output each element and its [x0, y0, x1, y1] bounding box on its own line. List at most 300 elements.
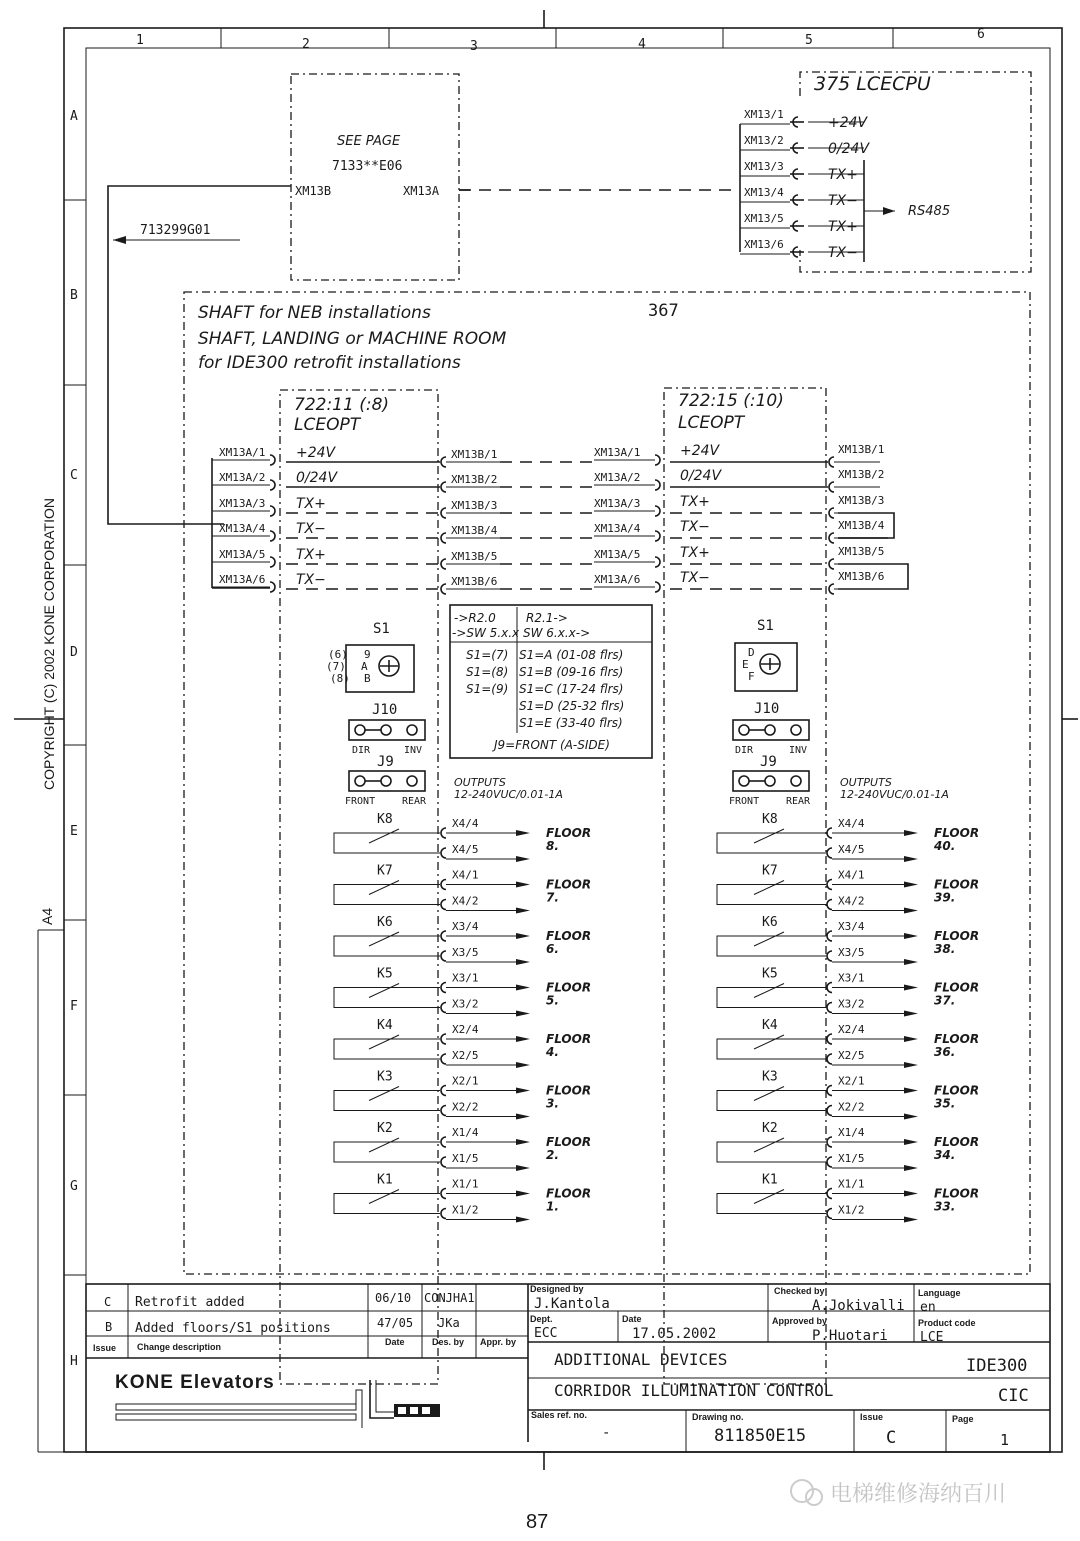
table-footer: J9=FRONT (A-SIDE)	[494, 738, 610, 752]
header-des: Des. by	[432, 1337, 465, 1347]
relay-label: K7	[762, 863, 778, 879]
floor-word: FLOOR	[934, 826, 980, 840]
xm13b-label: XM13B/3	[838, 494, 885, 507]
floor-word: FLOOR	[546, 1135, 592, 1149]
board-left-subtitle: LCEOPT	[294, 415, 361, 435]
connector-pin-icon	[441, 951, 446, 961]
cpu-signal-label: +24V	[828, 115, 868, 131]
connector-pin-icon	[270, 455, 275, 465]
cpu-signal-label: TX−	[828, 193, 858, 209]
connector-pin-icon	[827, 931, 832, 941]
relay-label: K4	[377, 1018, 393, 1033]
right-switches	[729, 618, 949, 807]
terminal-label: X2/2	[838, 1100, 865, 1114]
connector-pin-icon	[441, 533, 446, 543]
relay-contact-icon	[754, 1035, 784, 1049]
jumper-pin-icon	[407, 725, 417, 735]
relay-wire	[334, 1194, 440, 1214]
relay-wire	[717, 833, 826, 853]
connector-pin-icon	[441, 1054, 446, 1064]
terminal-label: X3/5	[452, 946, 479, 959]
arrow-head-icon	[516, 1088, 530, 1094]
issue-label: Issue	[860, 1412, 884, 1422]
floor-number: 4.	[546, 1045, 559, 1059]
relay-wire	[334, 988, 440, 1008]
relay-output	[717, 967, 979, 1017]
connector-pin-icon	[441, 584, 446, 594]
connector-pin-icon	[655, 557, 660, 567]
xm13b-label: XM13B/1	[451, 448, 498, 461]
arrow-head-icon	[516, 856, 530, 862]
relay-label: K1	[762, 1172, 778, 1188]
floor-word: FLOOR	[546, 826, 592, 840]
connector-pin-icon	[441, 1086, 446, 1096]
arrow-head-icon	[904, 882, 918, 888]
table-cell: S1=B (09-16 flrs)	[519, 665, 624, 679]
arrow-head-icon	[904, 1165, 918, 1171]
xm13a-label: XM13A/3	[594, 497, 641, 510]
connector-pin-icon	[827, 983, 832, 993]
xm13b-conn: XM13B	[295, 184, 332, 198]
table-cell: S1=(7)	[466, 648, 509, 662]
jumper-right-label: INV	[404, 745, 423, 756]
relay-label: K2	[762, 1121, 778, 1136]
connector-pin-icon	[655, 506, 660, 516]
j10-label: J10	[754, 701, 780, 717]
relay-label: K6	[377, 915, 393, 930]
relay-wire	[334, 1142, 440, 1162]
terminal-label: X3/4	[452, 920, 479, 933]
j10-label: J10	[372, 702, 398, 718]
floor-number: 7.	[546, 890, 559, 905]
row-label: A	[70, 109, 78, 124]
row-label: D	[70, 645, 78, 660]
floor-word: FLOOR	[546, 1083, 592, 1098]
connector-pin-icon	[827, 951, 832, 961]
connector-pin-icon	[655, 582, 660, 592]
arrow-head-icon	[904, 933, 918, 939]
table-header: ->R2.0	[454, 611, 496, 625]
checked-by: A.Jokivalli	[812, 1298, 905, 1314]
xm13a-label: XM13A/5	[219, 548, 266, 561]
col-label: 5	[805, 33, 813, 48]
signal-label: TX−	[680, 570, 710, 586]
connector-pin-icon	[441, 1189, 446, 1199]
connector-pin-icon	[829, 533, 834, 543]
xm13b-label: XM13B/5	[838, 545, 885, 558]
xm13a-label: XM13A/1	[594, 446, 641, 459]
revision-date: 06/10	[375, 1291, 412, 1305]
signal-label: TX−	[680, 519, 710, 535]
jumper-right-label: REAR	[786, 796, 811, 807]
paper-size-label: A4	[39, 907, 55, 925]
relay-label: K1	[377, 1172, 393, 1188]
table-cell: S1=(9)	[466, 682, 509, 696]
relay-wire	[334, 1091, 440, 1111]
language-label: Language	[918, 1288, 961, 1298]
drawing-code-2: CIC	[998, 1386, 1029, 1406]
table-cell: S1=(8)	[466, 665, 509, 679]
row-label: F	[70, 999, 78, 1014]
floor-number: 6.	[546, 942, 559, 956]
signal-label: +24V	[680, 443, 720, 459]
relay-contact-icon	[754, 1138, 784, 1152]
terminal-label: X2/4	[838, 1023, 865, 1036]
connector-pin-icon	[441, 1137, 446, 1147]
terminal-label: X4/1	[452, 868, 479, 882]
relay-output	[334, 967, 591, 1017]
arrow-head-icon	[516, 1011, 530, 1017]
relay-output	[717, 1070, 979, 1120]
table-cell: S1=A (01-08 flrs)	[519, 648, 624, 662]
relay-label: K8	[377, 812, 393, 827]
signal-label: TX+	[296, 547, 326, 563]
arrow-head-icon	[904, 1114, 918, 1120]
s1-letter: F	[748, 670, 755, 683]
connector-pin-icon	[827, 848, 832, 858]
arrow-head-icon	[113, 236, 126, 244]
drawing-title-2: CORRIDOR ILLUMINATION CONTROL	[554, 1381, 834, 1400]
connector-pin-icon	[655, 531, 660, 541]
terminal-label: X1/4	[452, 1126, 479, 1139]
jumper-pin-icon	[407, 776, 417, 786]
xm13a-label: XM13A/2	[219, 471, 266, 484]
xm13a-label: XM13A/4	[219, 522, 266, 535]
connector-pin-icon	[829, 508, 834, 518]
grid-column-labels	[136, 27, 985, 54]
col-label: 4	[638, 37, 646, 52]
see-page-text: SEE PAGE	[337, 134, 401, 149]
connector-pin-icon	[829, 482, 834, 492]
table-cell: S1=E (33-40 flrs)	[519, 716, 623, 730]
relay-contact-icon	[754, 829, 784, 843]
relay-output	[334, 1070, 591, 1120]
designed-by-label: Designed by	[530, 1284, 584, 1294]
jumper-right-label: INV	[789, 745, 808, 756]
arrow-head-icon	[904, 959, 918, 965]
relay-wire	[717, 1091, 826, 1111]
terminal-label: X2/1	[838, 1074, 865, 1088]
xm13a-label: XM13A/3	[219, 497, 266, 510]
connector-pin-icon	[441, 1034, 446, 1044]
relay-contact-icon	[369, 881, 399, 895]
shaft-frame	[184, 292, 1030, 1274]
product-code: LCE	[920, 1330, 944, 1345]
shaft-number: 367	[648, 301, 679, 321]
floor-number: 1.	[546, 1199, 559, 1214]
board-right-subtitle: LCEOPT	[678, 413, 745, 433]
table-cell: S1=C (17-24 flrs)	[519, 682, 624, 696]
terminal-label: X4/4	[452, 817, 479, 830]
xm13a-label: XM13A/1	[219, 446, 266, 459]
terminal-label: X4/2	[838, 894, 865, 908]
signal-label: TX+	[680, 545, 710, 561]
terminal-label: X2/2	[452, 1100, 479, 1114]
terminal-label: X1/2	[838, 1203, 865, 1217]
arrow-head-icon	[904, 1139, 918, 1145]
terminal-label: X1/1	[452, 1177, 479, 1191]
revision-designer: CONJHA1	[424, 1291, 475, 1305]
connector-pin-icon	[441, 1003, 446, 1013]
floor-number: 37.	[934, 993, 956, 1008]
connector-pin-icon	[441, 1106, 446, 1116]
title-block	[86, 1284, 1050, 1452]
relay-label: K3	[762, 1069, 778, 1085]
connector-pin-icon	[829, 457, 834, 467]
revision-desc: Added floors/S1 positions	[135, 1321, 331, 1336]
arrow-head-icon	[904, 985, 918, 991]
jumper-left-label: FRONT	[345, 796, 376, 807]
row-label: H	[70, 1354, 78, 1369]
connector-pin-icon	[270, 582, 275, 592]
relay-label: K7	[377, 863, 393, 879]
xm13b-label: XM13B/4	[838, 519, 885, 532]
cpu-signal-label: TX+	[828, 219, 858, 235]
arrow-head-icon	[904, 1088, 918, 1094]
connector-pin-icon	[827, 1003, 832, 1013]
arrow-head-icon	[516, 908, 530, 914]
terminal-label: X4/5	[452, 843, 479, 856]
terminal-label: X3/4	[838, 920, 865, 933]
connector-pin-icon	[441, 508, 446, 518]
xm13b-label: XM13B/3	[451, 499, 498, 512]
terminal-label: X1/5	[838, 1152, 865, 1165]
relay-output	[717, 864, 979, 914]
approved-by-label: Approved by	[772, 1316, 828, 1326]
floor-word: FLOOR	[934, 1186, 980, 1201]
grid-row-labels	[70, 109, 78, 1369]
product-code-label: Product code	[918, 1318, 976, 1328]
jumper-pin-icon	[355, 776, 365, 786]
floor-word: FLOOR	[546, 929, 592, 943]
arrow-head-icon	[904, 830, 918, 836]
terminal-label: X1/1	[838, 1177, 865, 1191]
jumper-left-label: DIR	[735, 745, 754, 756]
connector-pin-icon	[441, 880, 446, 890]
ref-arrow-label: 713299G01	[140, 223, 211, 238]
jumper-pin-icon	[739, 725, 749, 735]
relay-output	[334, 1173, 591, 1223]
arrow-head-icon	[904, 1217, 918, 1223]
terminal-label: X4/5	[838, 843, 865, 856]
xm13a-conn: XM13A	[403, 184, 440, 198]
floor-number: 38.	[934, 942, 956, 956]
relay-wire	[717, 1194, 826, 1214]
relay-contact-icon	[754, 984, 784, 998]
drawing-date: 17.05.2002	[632, 1326, 717, 1342]
drawing-title-1: ADDITIONAL DEVICES	[554, 1350, 728, 1369]
relay-label: K6	[762, 915, 778, 930]
floor-number: 5.	[546, 993, 559, 1008]
floor-word: FLOOR	[546, 877, 592, 892]
connector-pin-icon	[270, 531, 275, 541]
terminal-label: X2/5	[838, 1049, 865, 1062]
row-label: B	[70, 288, 78, 303]
shaft-line3: for IDE300 retrofit installations	[198, 353, 461, 373]
connector-pin-icon	[829, 559, 834, 569]
arrow-head-icon	[516, 933, 530, 939]
xm13a-label: XM13A/2	[594, 471, 641, 484]
terminal-label: X3/1	[838, 971, 865, 985]
relay-contact-icon	[369, 829, 399, 843]
arrow-head-icon	[516, 1217, 530, 1223]
xm13a-label: XM13A/4	[594, 522, 641, 535]
jumper-left-label: DIR	[352, 745, 371, 756]
revision-designer: JKa	[438, 1316, 460, 1330]
col-label: 3	[470, 39, 478, 54]
connector-pin-icon	[655, 480, 660, 490]
relay-contact-icon	[369, 1035, 399, 1049]
floor-word: FLOOR	[546, 1032, 592, 1046]
relay-wire	[717, 988, 826, 1008]
floor-word: FLOOR	[546, 980, 592, 995]
connector-pin-icon	[655, 455, 660, 465]
xm13b-label: XM13B/6	[451, 575, 498, 588]
col-label: 1	[136, 33, 144, 48]
arrow-head-icon	[904, 1036, 918, 1042]
relay-wire	[717, 1039, 826, 1059]
connector-pin-icon	[829, 584, 834, 594]
cpu-signal-label: TX+	[828, 167, 858, 183]
j9-label: J9	[760, 754, 777, 770]
relay-output	[717, 1121, 979, 1171]
relay-wire	[717, 936, 826, 956]
jumper-pin-icon	[791, 725, 801, 735]
outputs-rating: 12-240VUC/0.01-1A	[840, 788, 949, 801]
xm13b-label: XM13B/2	[451, 473, 498, 486]
jumper-pin-icon	[739, 776, 749, 786]
signal-label: 0/24V	[296, 470, 338, 486]
date-label: Date	[622, 1314, 642, 1324]
s1-position: (7)	[326, 660, 346, 673]
relay-contact-icon	[754, 1190, 784, 1204]
arrow-head-icon	[516, 1139, 530, 1145]
page-in-block: 1	[1000, 1431, 1010, 1449]
drawing-number: 811850E15	[714, 1426, 807, 1446]
watermark	[791, 1480, 1006, 1506]
checked-by-label: Checked by	[774, 1286, 825, 1296]
dept: ECC	[534, 1326, 558, 1341]
connector-pin-icon	[441, 1209, 446, 1219]
relay-wire	[334, 936, 440, 956]
arrow-head-icon	[516, 1114, 530, 1120]
jumper-pin-icon	[765, 776, 775, 786]
arrow-head-icon	[904, 1062, 918, 1068]
relay-output	[334, 1018, 591, 1068]
terminal-label: X4/2	[452, 894, 479, 908]
floor-word: FLOOR	[934, 929, 980, 943]
header-appr: Appr. by	[480, 1337, 517, 1347]
relay-wire	[717, 885, 826, 905]
floor-number: 36.	[934, 1045, 956, 1059]
table-cell: S1=D (25-32 flrs)	[519, 699, 625, 713]
relay-label: K5	[762, 966, 778, 982]
arrow-head-icon	[516, 985, 530, 991]
cpu-connector-label: XM13/2	[744, 134, 784, 147]
terminal-label: X2/1	[452, 1074, 479, 1088]
terminal-label: X3/2	[838, 997, 865, 1011]
xm13a-label: XM13A/6	[594, 573, 641, 586]
page-label: Page	[952, 1414, 974, 1424]
arrow-head-icon	[516, 1165, 530, 1171]
rs485-label: RS485	[908, 204, 951, 219]
see-page-box	[291, 74, 459, 280]
watermark-text: 电梯维修海纳百川	[830, 1481, 1007, 1506]
floor-number: 8.	[546, 839, 559, 853]
connector-pin-icon	[827, 1106, 832, 1116]
xm13b-label: XM13B/4	[451, 524, 498, 537]
floor-number: 40.	[934, 839, 956, 853]
revision-issue: B	[105, 1320, 113, 1334]
cpu-connector-label: XM13/3	[744, 160, 784, 173]
floor-word: FLOOR	[934, 1032, 980, 1046]
issue: C	[886, 1428, 897, 1448]
relay-output	[334, 1121, 591, 1171]
arrow-head-icon	[904, 856, 918, 862]
relay-contact-icon	[754, 932, 784, 946]
col-label: 2	[302, 37, 310, 52]
connector-pin-icon	[441, 482, 446, 492]
board-left	[280, 390, 438, 1384]
connector-pin-icon	[827, 1157, 832, 1167]
relay-contact-icon	[369, 932, 399, 946]
floor-number: 2.	[546, 1148, 559, 1162]
s1-position: (6)	[328, 648, 348, 661]
jumper-left-label: FRONT	[729, 796, 760, 807]
terminal-label: X1/2	[452, 1203, 479, 1217]
signal-label: TX−	[296, 572, 326, 588]
jumper-pin-icon	[765, 725, 775, 735]
signal-label: TX+	[296, 496, 326, 512]
row-label: E	[70, 824, 78, 839]
xm13a-label: XM13A/6	[219, 573, 266, 586]
relay-wire	[334, 1039, 440, 1059]
signal-label: TX+	[680, 494, 710, 510]
arrow-head-icon	[516, 1191, 530, 1197]
outputs-label: OUTPUTS	[454, 776, 506, 789]
relay-wire	[717, 1142, 826, 1162]
cpu-box	[740, 72, 1031, 272]
relay-contact-icon	[369, 1138, 399, 1152]
relay-wire	[334, 833, 440, 853]
signal-label: 0/24V	[680, 468, 722, 484]
s1-letter: E	[742, 658, 749, 671]
s1-label-right: S1	[757, 618, 774, 634]
sales-ref-label: Sales ref. no.	[531, 1410, 588, 1420]
arrow-head-icon	[516, 882, 530, 888]
floor-word: FLOOR	[934, 1083, 980, 1098]
designed-by: J.Kantola	[534, 1296, 610, 1312]
header-date: Date	[385, 1337, 405, 1347]
company-logo: KONE Elevators	[115, 1372, 275, 1393]
table-header: R2.1->	[526, 611, 568, 625]
connector-pin-icon	[827, 1054, 832, 1064]
floor-number: 3.	[546, 1096, 559, 1111]
s1-letter: 9	[364, 648, 371, 661]
table-header: ->SW 5.x.x	[452, 626, 520, 640]
dept-label: Dept.	[530, 1314, 553, 1324]
arrow-head-icon	[516, 1062, 530, 1068]
jumper-pin-icon	[791, 776, 801, 786]
outputs-label: OUTPUTS	[840, 776, 892, 789]
col-label: 6	[977, 27, 985, 42]
relay-contact-icon	[369, 984, 399, 998]
jumper-pin-icon	[381, 725, 391, 735]
relay-label: K4	[762, 1018, 778, 1033]
connector-pin-icon	[827, 828, 832, 838]
connector-pin-icon	[441, 559, 446, 569]
terminal-label: X3/2	[452, 997, 479, 1011]
